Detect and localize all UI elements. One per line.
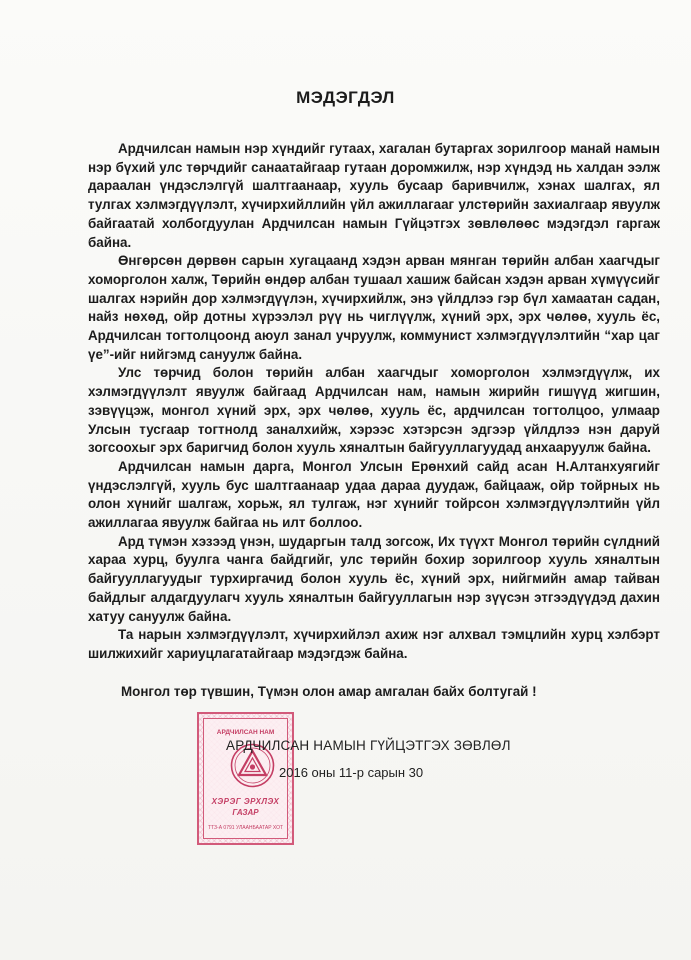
paragraph-6: Та нарын хэлмэгдүүлэлт, хүчирхийлэл ахиж нэг алхвал тэмцлийн хурц хэлбэрт шилжихийг хариуцлагатайгаар мэдэгдэж байна. bbox=[88, 627, 660, 661]
signature-date: 2016 оны 11-р сарын 30 bbox=[279, 765, 424, 780]
paragraph-5: Ард түмэн хэзээд үнэн, шударгын талд зогсож, Их түүхт Монгол төрийн сүлдний хараа хурц, буулга чанга байдгийг, улс төрийн бохир зорилгоор хууль хяналтын байгууллагуудыг турхиргачид болон хууль ёс, хүний эрх, нийгмийн амар тайван байдлыг алдагдуулагч хууль хяналтын байгууллагын нэр зүүсэн этгээдүүдэд дахин хатуу сануулж байна. bbox=[88, 533, 660, 624]
signature-organization: АРДЧИЛСАН НАМЫН ГҮЙЦЭТГЭХ ЗӨВЛӨЛ bbox=[226, 738, 511, 753]
stamp-frame bbox=[203, 718, 288, 839]
document-body bbox=[88, 140, 660, 664]
paragraph-4: Ардчилсан намын дарга, Монгол Улсын Ерөнхий сайд асан Н.Алтанхуягийг үндэслэлгүй, хууль бус шалтгаанаар удаа дараа дуудаж, байцааж, ойр тойрных нь олон хүнийг шалгаж, хорьж, ял тулгаж, нэг хүнийг тойрсон хэлмэгдүүлэлтийн үйл ажиллагаа явуулж байгаа нь илт боллоо. bbox=[88, 458, 660, 531]
stamp-line-2: ГАЗАР bbox=[232, 808, 259, 817]
paragraph-3: Улс төрчид болон төрийн албан хаагчдыг хоморголон хэлмэгдүүлж, их хэлмэгдүүлэлт явуулж байгаад Ардчилсан нам, намын жирийн гишүүд жигшин, зэвүүцэж, монгол хүний эрх, эрх чөлөө, хууль ёс, ардчилсан тогтолцоо, улмаар Улсын тусгаар тогтнолд заналхийж, хэрээс хэтэрсэн эдгээр үйлдлээ нэн даруй зогсоохыг эрх баригчид болон хууль хяналтын байгууллагуудад анхааруулж байна. bbox=[88, 365, 660, 456]
closing-line: Монгол төр түвшин, Түмэн олон амар амгалан байх болтугай ! bbox=[121, 684, 537, 699]
paragraph-2: Өнгөрсөн дөрвөн сарын хугацаанд хэдэн арван мянган төрийн албан хаагчдыг хоморголон халж, Төрийн өндөр албан тушаал хашиж байсан хэдэн арван хүмүүсийг шалгах нэрийн дор хэлмэгдүүлэн, хүчирхийлж, энэ үйлдлээ гэр бүл хамаатан садан, найз нөхөд, ойр дотны хүрээлэл рүү нь чиглүүлж, хүний эрх, эрх чөлөө, хууль ёс, Ардчилсан тогтолцоонд аюул занал учруулж, коммунист хэлмэгдүүлэлтийн “хар цаг үе”-ийг нийгэмд сануулж байна. bbox=[88, 253, 660, 362]
document-title: МЭДЭГДЭЛ bbox=[296, 88, 395, 107]
paragraph-1: Ардчилсан намын нэр хүндийг гутаах, хагалан бутаргах зорилгоор манай намын нэр бүхий улс төрчдийг санаатайгаар гутаан доромжилж, нэр хүндэд нь халдан ээлж дараалан үндэслэлгүй шалтгаанаар, хууль бусаар баривчилж, хэнах шалгах, ял тулгах хэлмэгдүүлэлт, хүчирхийллийн үйл ажиллагааг улстөрийн захиалгаар явуулж байгаатай холбогдуулан Ардчилсан намын Гүйцэтгэх зөвлөлөөс мэдэгдэл гаргаж байна. bbox=[88, 141, 660, 250]
stamp-line-1: ХЭРЭГ ЭРХЛЭХ bbox=[211, 797, 280, 806]
stamp-top-text: АРДЧИЛСАН НАМ bbox=[216, 729, 275, 736]
stamp-bottom-text: ТТЗ-А 0791 УЛААНБААТАР ХОТ bbox=[207, 825, 284, 831]
